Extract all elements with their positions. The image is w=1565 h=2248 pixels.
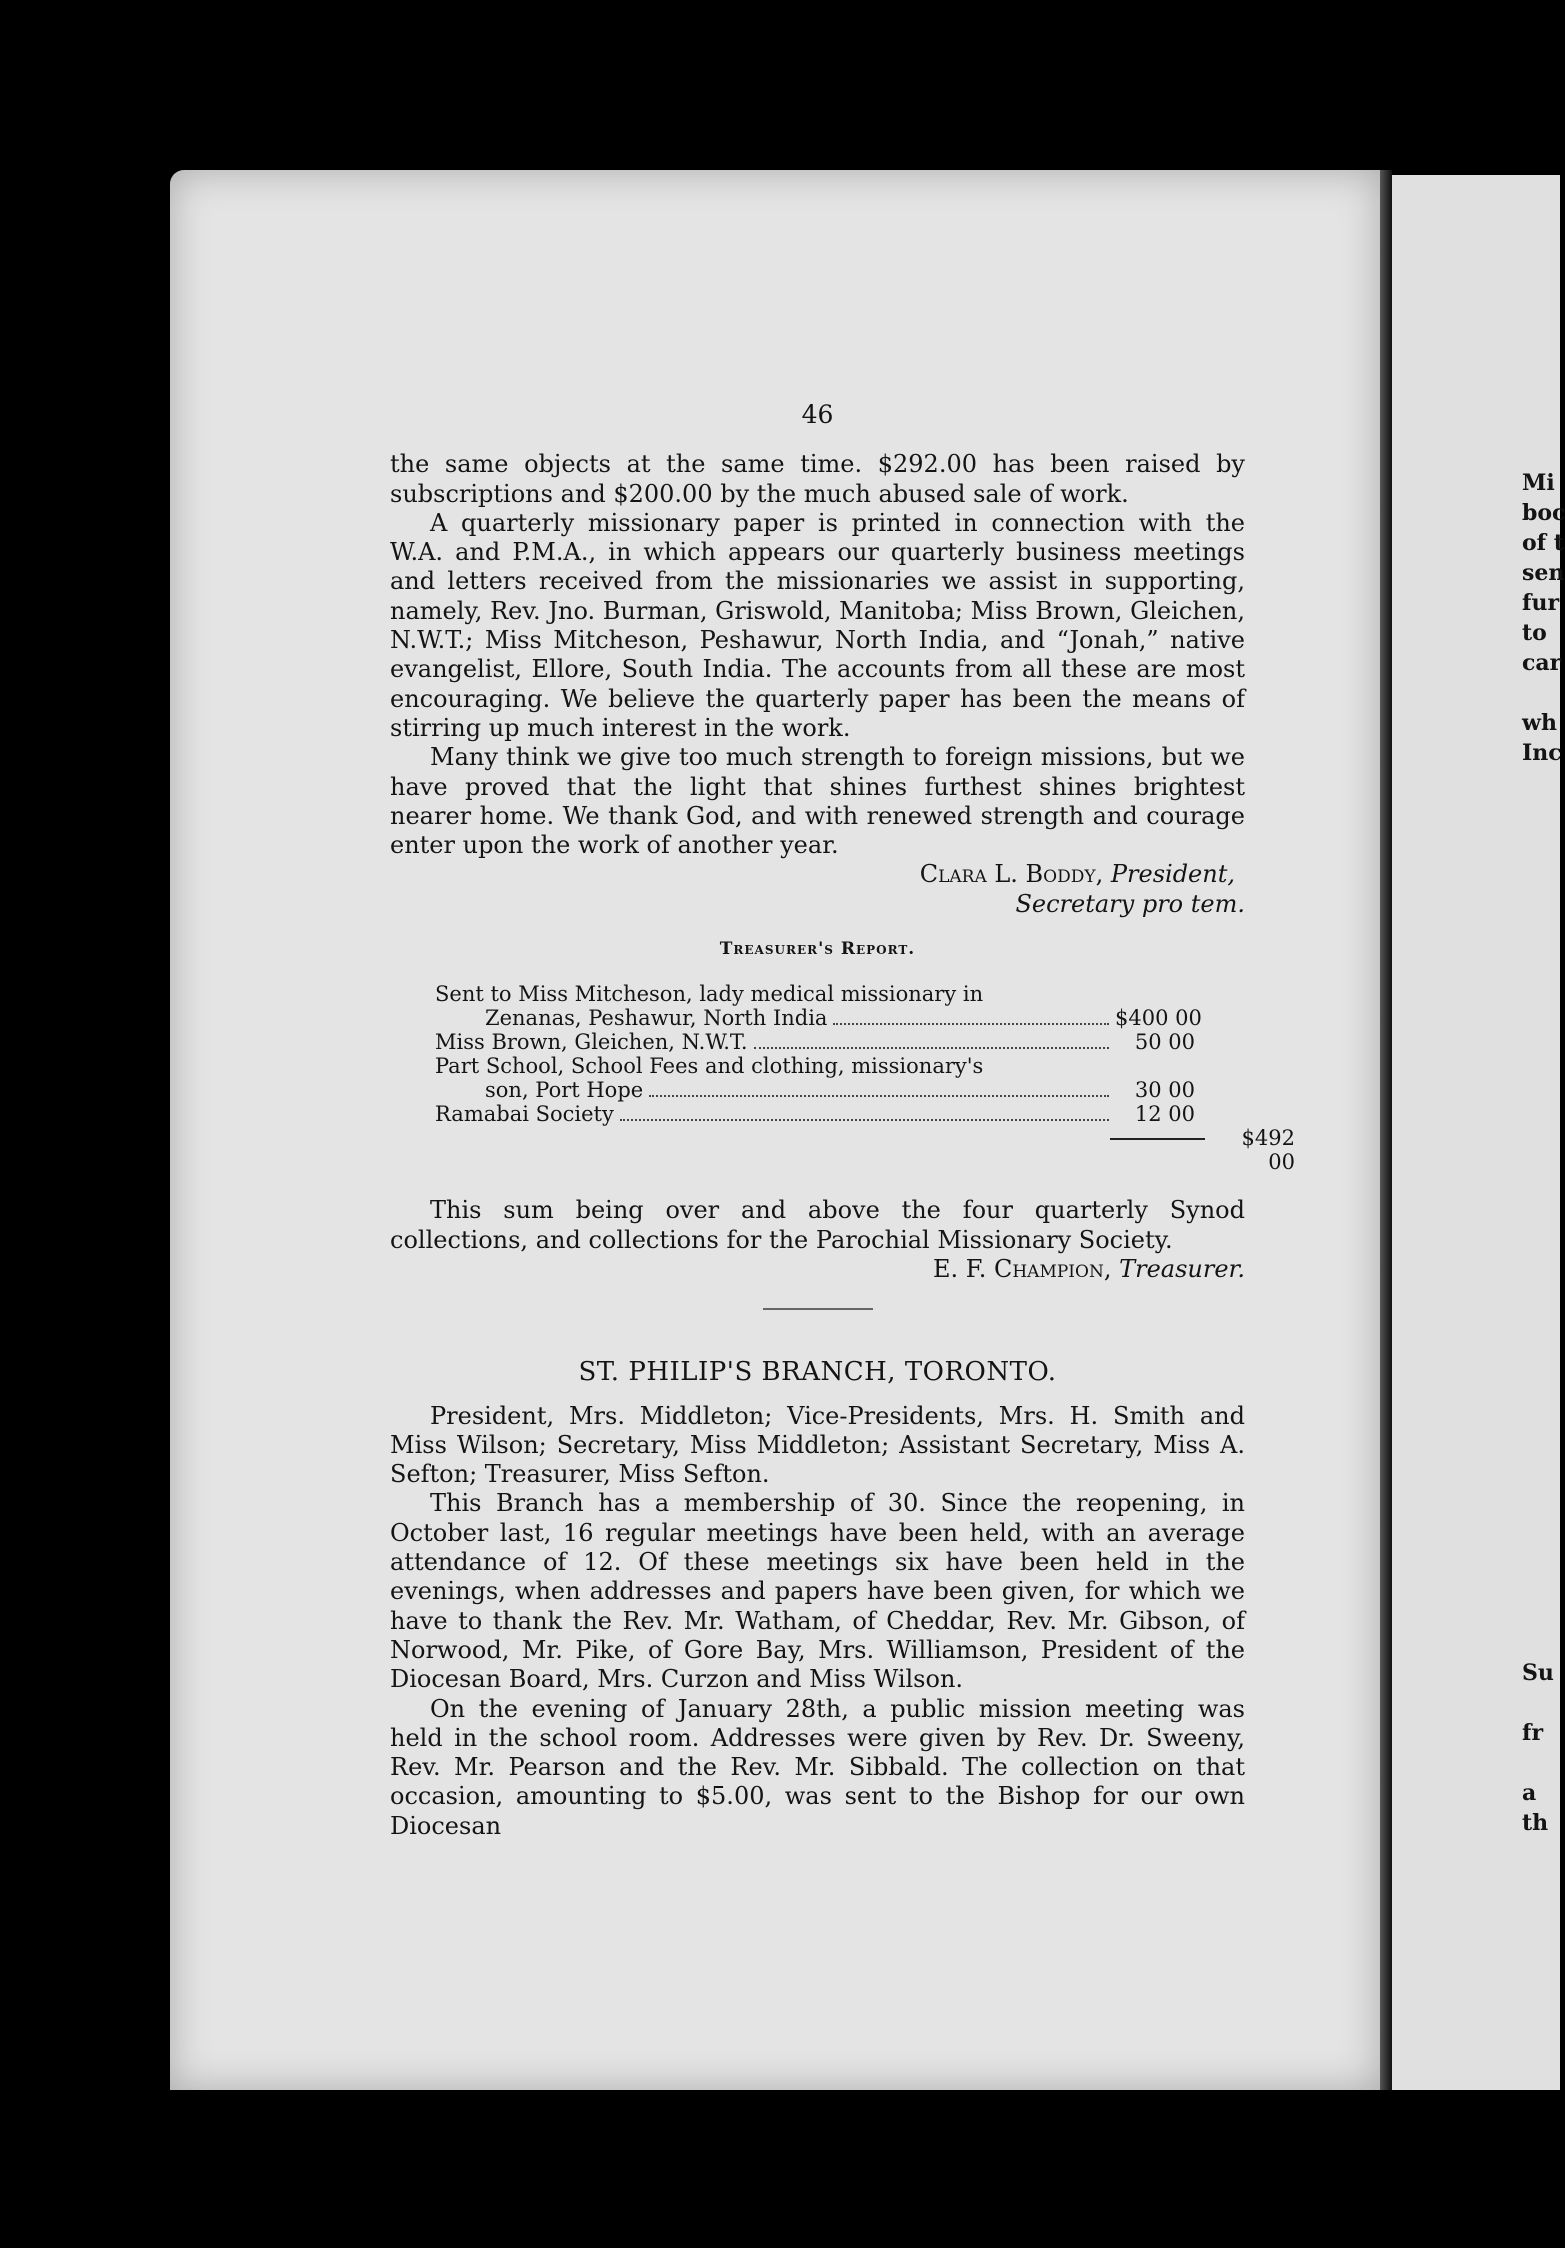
adjacent-page-fragment: sen — [1522, 560, 1565, 586]
total-rule — [1110, 1138, 1205, 1174]
body-paragraph: the same objects at the same time. $292.00 has been raised by subscriptions and $200.00 by the much abused sale of work. — [390, 450, 1245, 508]
leader-dots — [833, 1023, 1109, 1025]
signature-title: President, — [1110, 860, 1235, 889]
signature-title: Treasurer. — [1119, 1254, 1245, 1283]
adjacent-page-fragment: Mi — [1522, 470, 1555, 496]
book-gutter — [1380, 170, 1392, 2090]
ledger-row — [435, 1030, 1195, 1054]
page-number: 46 — [801, 400, 834, 429]
adjacent-page-fragment: of t — [1522, 530, 1564, 556]
section-divider — [763, 1308, 873, 1310]
treasurer-report-ledger — [435, 982, 1295, 1175]
ledger-item-text: Miss Brown, Gleichen, N.W.T. — [435, 1030, 748, 1055]
ledger-row — [435, 1078, 1195, 1102]
body-paragraph: Many think we give too much strength to foreign missions, but we have proved that the light that shines furthest shines brightest nearer home. We thank God, and with renewed strength and courage enter upon the work of another year. — [390, 743, 1245, 860]
adjacent-page-fragment: Su — [1522, 1660, 1554, 1686]
ledger-amount: $400 00 — [1115, 1006, 1202, 1031]
signature-title-secondary: Secretary pro tem. — [1015, 889, 1245, 918]
adjacent-page-fragment: wh — [1522, 710, 1557, 736]
ledger-amount: 12 00 — [1134, 1102, 1195, 1127]
leader-dots — [620, 1119, 1109, 1121]
ledger-row — [435, 1054, 1195, 1078]
treasurer-report-heading: Treasurer's Report. — [719, 939, 916, 960]
leader-dots — [754, 1047, 1109, 1049]
signature-president — [390, 860, 1235, 889]
signature-treasurer — [390, 1255, 1245, 1284]
body-paragraph: This Branch has a membership of 30. Since the reopening, in October last, 16 regular meetings have been held, with an average attendance of 12. Of these meetings six have been held in the evenings, when addresses and papers have been given, for which we have to thank the Rev. Mr. Watham, of Cheddar, Rev. Mr. Gibson, of Norwood, Mr. Pike, of Gore Bay, Mrs. Williamson, President of the Diocesan Board, Mrs. Curzon and Miss Wilson. — [390, 1489, 1245, 1694]
adjacent-page-fragment: fr — [1522, 1720, 1544, 1746]
signature-name: E. F. Champion, — [933, 1254, 1112, 1283]
ledger-item-text: Part School, School Fees and clothing, missionary's — [435, 1054, 984, 1079]
ledger-amount: 50 00 — [1134, 1030, 1195, 1055]
section-title: ST. PHILIP'S BRANCH, TORONTO. — [578, 1357, 1057, 1388]
ledger-item-text: son, Port Hope — [485, 1078, 644, 1103]
ledger-row — [435, 1102, 1195, 1126]
leader-dots — [649, 1095, 1109, 1097]
ledger-item-text: Ramabai Society — [435, 1102, 614, 1127]
adjacent-page-fragment: Inc — [1522, 740, 1562, 766]
signature-name: Clara L. Boddy, — [919, 860, 1104, 889]
body-paragraph: This sum being over and above the four quarterly Synod collections, and collections for the Parochial Missionary Society. — [390, 1196, 1245, 1254]
body-paragraph: On the evening of January 28th, a public mission meeting was held in the school room. Addresses were given by Rev. Dr. Sweeny, Rev. Mr. Pearson and the Rev. Mr. Sibbald. The collection on that occasion, amounting to $5.00, was sent to the Bishop for our own Diocesan — [390, 1694, 1245, 1840]
adjacent-page-fragment: th — [1522, 1810, 1549, 1836]
ledger-item-text: Zenanas, Peshawur, North India — [485, 1006, 828, 1031]
body-paragraph: A quarterly missionary paper is printed in connection with the W.A. and P.M.A., in which appears our quarterly business meetings and letters received from the missionaries we assist in supporting, namely, Rev. Jno. Burman, Griswold, Manitoba; Miss Brown, Gleichen, N.W.T.; Miss Mitcheson, Peshawur, North India, and “Jonah,” native evangelist, Ellore, South India. The accounts from all these are most encouraging. We believe the quarterly paper has been the means of stirring up much interest in the work. — [390, 508, 1245, 742]
ledger-amount: 30 00 — [1134, 1078, 1195, 1103]
ledger-total: $492 00 — [1241, 1126, 1295, 1175]
page-content — [390, 400, 1295, 1841]
ledger-row — [435, 982, 1195, 1006]
adjacent-page-fragment: fur — [1522, 590, 1560, 616]
adjacent-page-fragment: car — [1522, 650, 1562, 676]
body-paragraph: President, Mrs. Middleton; Vice-Presidents, Mrs. H. Smith and Miss Wilson; Secretary, Miss Middleton; Assistant Secretary, Miss A. Sefton; Treasurer, Miss Sefton. — [390, 1401, 1245, 1489]
adjacent-page-fragment: a — [1522, 1780, 1537, 1806]
adjacent-page-fragment: to — [1522, 620, 1547, 646]
ledger-total-row — [435, 1126, 1295, 1174]
ledger-row — [435, 1006, 1202, 1031]
adjacent-page-fragment: boc — [1522, 500, 1565, 526]
ledger-item-text: Sent to Miss Mitcheson, lady medical missionary in — [435, 982, 984, 1007]
